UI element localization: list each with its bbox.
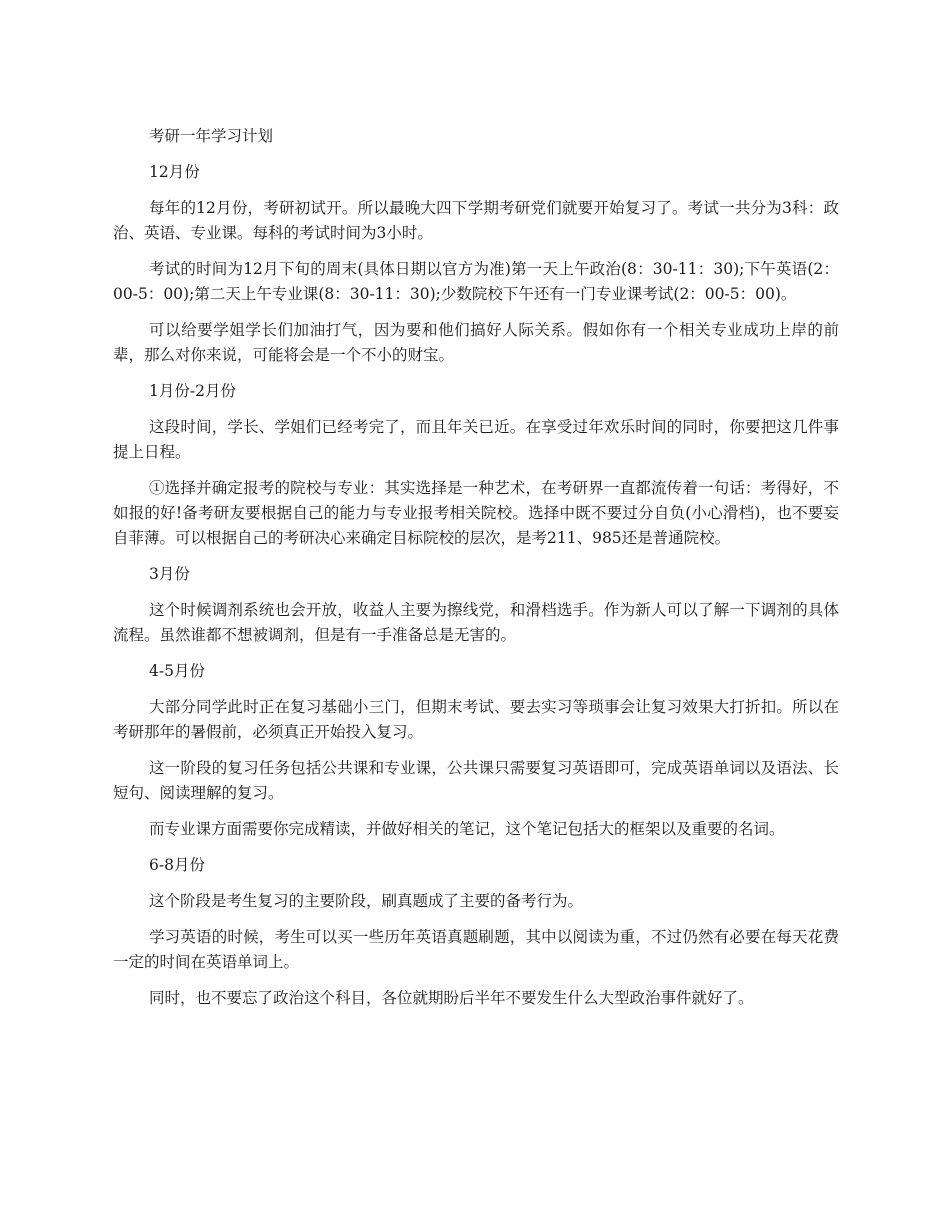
paragraph: ①选择并确定报考的院校与专业：其实选择是一种艺术，在考研界一直都流传着一句话：考得好，不如报的好!备考研友要根据自己的能力与专业报考相关院校。选择中既不要过分自负(小心滑档)，也不要妄自菲薄。可以根据自己的考研决心来确定目标院校的层次，是考211、985还是普通院校。 (113, 479, 839, 547)
paragraph: 可以给要学姐学长们加油打气，因为要和他们搞好人际关系。假如你有一个相关专业成功上岸的前辈，那么对你来说，可能将会是一个不小的财宝。 (113, 321, 839, 364)
section-heading-jun-aug: 6-8月份 (149, 856, 205, 874)
document-page (113, 124, 839, 1022)
paragraph: 这个时候调剂系统也会开放，收益人主要为擦线党，和滑档选手。作为新人可以了解一下调剂的具体流程。虽然谁都不想被调剂，但是有一手准备总是无害的。 (113, 601, 839, 644)
paragraph: 这个阶段是考生复习的主要阶段，刷真题成了主要的备考行为。 (149, 892, 584, 910)
paragraph: 这段时间，学长、学姐们已经考完了，而且年关已近。在享受过年欢乐时间的同时，你要把这几件事提上日程。 (113, 418, 839, 461)
paragraph: 每年的12月份，考研初试开。所以最晚大四下学期考研党们就要开始复习了。考试一共分为3科：政治、英语、专业课。每科的考试时间为3小时。 (113, 199, 839, 242)
paragraph: 大部分同学此时正在复习基础小三门，但期末考试、要去实习等琐事会让复习效果大打折扣。所以在考研那年的暑假前，必须真正开始投入复习。 (113, 698, 839, 741)
section-heading-march: 3月份 (149, 565, 190, 583)
paragraph: 同时，也不要忘了政治这个科目，各位就期盼后半年不要发生什么大型政治事件就好了。 (149, 989, 754, 1007)
section-heading-december: 12月份 (149, 163, 200, 181)
document-title: 考研一年学习计划 (149, 127, 274, 145)
section-heading-jan-feb: 1月份-2月份 (149, 382, 236, 400)
paragraph: 考试的时间为12月下旬的周末(具体日期以官方为准)第一天上午政治(8：30-11：30);下午英语(2：00-5：00);第二天上午专业课(8：30-11：30);少数院校下午还有一门专业课考试(2：00-5：00)。 (113, 260, 839, 303)
section-heading-apr-may: 4-5月份 (149, 662, 205, 680)
paragraph: 学习英语的时候，考生可以买一些历年英语真题刷题，其中以阅读为重，不过仍然有必要在每天花费一定的时间在英语单词上。 (113, 928, 839, 971)
paragraph: 这一阶段的复习任务包括公共课和专业课，公共课只需要复习英语即可，完成英语单词以及语法、长短句、阅读理解的复习。 (113, 759, 839, 802)
paragraph: 而专业课方面需要你完成精读，并做好相关的笔记，这个笔记包括大的框架以及重要的名词。 (149, 820, 785, 838)
